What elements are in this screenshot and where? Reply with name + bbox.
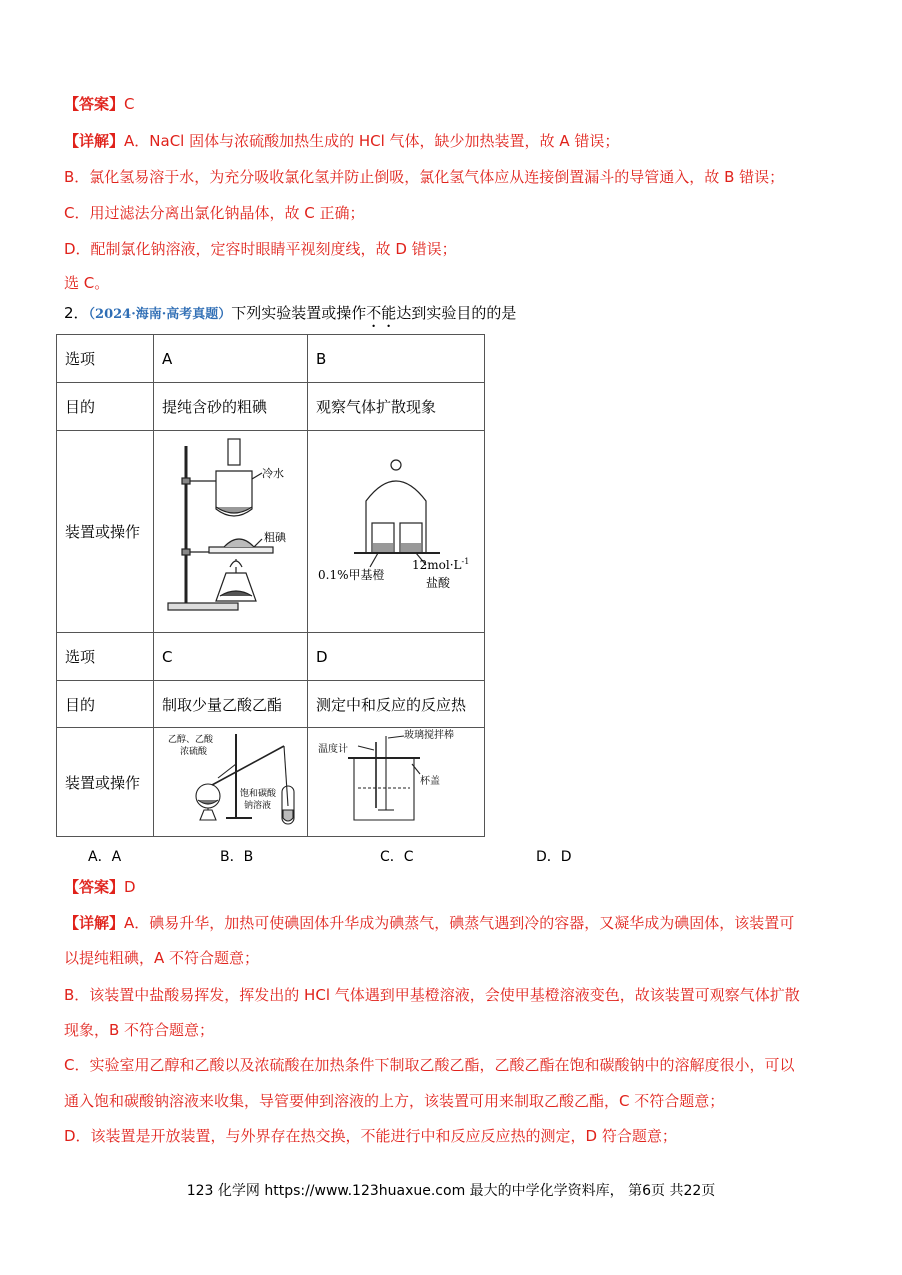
answer-line-1 bbox=[64, 93, 135, 115]
detail1-line-2: B．氯化氢易溶于水，为充分吸收氯化氢并防止倒吸，氯化氢气体应从连接倒置漏斗的导管通入，故 B 错误； bbox=[64, 168, 785, 186]
detail2-line-1 bbox=[64, 912, 794, 934]
cell-purpose-d: 测定中和反应的反应热 bbox=[308, 681, 485, 728]
label-reagents-1: 乙醇、乙酸 bbox=[168, 735, 214, 745]
question-number: 2． bbox=[64, 304, 89, 322]
cell-figure-c bbox=[154, 728, 308, 837]
label-cold-water: 冷水 bbox=[262, 467, 284, 480]
calorimeter-figure bbox=[308, 728, 484, 832]
detail1-line-3: C．用过滤法分离出氯化钠晶体，故 C 正确； bbox=[64, 204, 365, 222]
cell-option-a: A bbox=[154, 335, 308, 383]
cell-option-c: C bbox=[154, 633, 308, 681]
detail1-line-5: 选 C。 bbox=[64, 274, 110, 292]
option-b: B．B bbox=[220, 849, 254, 865]
detail2-line-7: D．该装置是开放装置，与外界存在热交换，不能进行中和反应反应热的测定，D 符合题意； bbox=[64, 1127, 677, 1145]
cell-option-b: B bbox=[308, 335, 485, 383]
detail1-line-1 bbox=[64, 130, 619, 152]
label-hcl-conc: $12mol\cdot L^{-1}$ bbox=[412, 557, 470, 572]
cell-figure-b bbox=[308, 431, 485, 633]
detail2-line-2: 以提纯粗碘，A 不符合题意； bbox=[64, 949, 260, 967]
detail2-text: A．碘易升华，加热可使碘固体升华成为碘蒸气，碘蒸气遇到冷的容器，又凝华成为碘固体，该装置可 bbox=[124, 914, 795, 932]
label-stirring-rod: 玻璃搅拌棒 bbox=[404, 730, 454, 741]
answer-value: C bbox=[124, 95, 135, 113]
label-cup-lid: 杯盖 bbox=[420, 776, 440, 787]
cell-option-label: 选项 bbox=[57, 335, 154, 383]
question-source: （2024·海南·高考真题） bbox=[88, 307, 232, 322]
diffusion-bell-figure bbox=[308, 431, 484, 628]
detail2-line-3: B．该装置中盐酸易挥发，挥发出的 HCl 气体遇到甲基橙溶液，会使甲基橙溶液变色，故该装置可观察气体扩散 bbox=[64, 986, 800, 1004]
detail2-line-6: 通入饱和碳酸钠溶液来收集，导管要伸到溶液的上方，该装置可用来制取乙酸乙酯，C 不符合题意； bbox=[64, 1092, 725, 1110]
answer-label: 【答案】 bbox=[64, 95, 125, 113]
cell-device-label: 装置或操作 bbox=[57, 431, 154, 633]
detail-label-2: 【详解】 bbox=[64, 914, 125, 932]
answer-line-2 bbox=[64, 876, 136, 898]
label-solution-2: 钠溶液 bbox=[244, 801, 272, 811]
label-thermometer: 温度计 bbox=[318, 744, 348, 755]
label-reagents-2: 浓硫酸 bbox=[180, 747, 208, 757]
option-a: A．A bbox=[88, 849, 122, 865]
cell-purpose-label-2: 目的 bbox=[57, 681, 154, 728]
cell-figure-a bbox=[154, 431, 308, 633]
option-c: C．C bbox=[380, 849, 414, 865]
cell-option-d: D bbox=[308, 633, 485, 681]
label-solution-1: 饱和碳酸 bbox=[240, 789, 277, 799]
question-emphasis: 不能 bbox=[366, 304, 397, 322]
page-footer: 123 化学网 https://www.123huaxue.com 最大的中学化学资料库， 第6页 共22页 bbox=[186, 1183, 716, 1199]
question-text-after: 达到实验目的的是 bbox=[396, 304, 517, 322]
label-crude-iodine: 粗碘 bbox=[264, 531, 286, 544]
question-2 bbox=[64, 302, 516, 331]
question-text-before: 下列实验装置或操作 bbox=[231, 304, 367, 322]
detail1-line-4: D．配制氯化钠溶液，定容时眼睛平视刻度线，故 D 错误； bbox=[64, 240, 457, 258]
detail1-text: A．NaCl 固体与浓硫酸加热生成的 HCl 气体，缺少加热装置，故 A 错误； bbox=[124, 132, 620, 150]
cell-purpose-b: 观察气体扩散现象 bbox=[308, 383, 485, 431]
label-methyl-orange: 0.1%甲基橙 bbox=[318, 568, 385, 582]
detail2-line-5: C．实验室用乙醇和乙酸以及浓硫酸在加热条件下制取乙酸乙酯，乙酸乙酯在饱和碳酸钠中的溶解度很小，可以 bbox=[64, 1056, 795, 1074]
option-d: D．D bbox=[536, 849, 572, 865]
cell-purpose-c: 制取少量乙酸乙酯 bbox=[154, 681, 308, 728]
cell-option-label-2: 选项 bbox=[57, 633, 154, 681]
sublimation-apparatus-figure bbox=[154, 431, 307, 628]
ester-apparatus-figure bbox=[154, 728, 307, 832]
label-hydrochloric-acid: 盐酸 bbox=[426, 576, 451, 590]
detail-label: 【详解】 bbox=[64, 132, 125, 150]
cell-purpose-label: 目的 bbox=[57, 383, 154, 431]
answer-value-2: D bbox=[124, 878, 136, 896]
cell-purpose-a: 提纯含砂的粗碘 bbox=[154, 383, 308, 431]
cell-device-label-2: 装置或操作 bbox=[57, 728, 154, 837]
answer-label-2: 【答案】 bbox=[64, 878, 125, 896]
cell-figure-d bbox=[308, 728, 485, 837]
options-table bbox=[56, 334, 485, 837]
detail2-line-4: 现象，B 不符合题意； bbox=[64, 1021, 215, 1039]
